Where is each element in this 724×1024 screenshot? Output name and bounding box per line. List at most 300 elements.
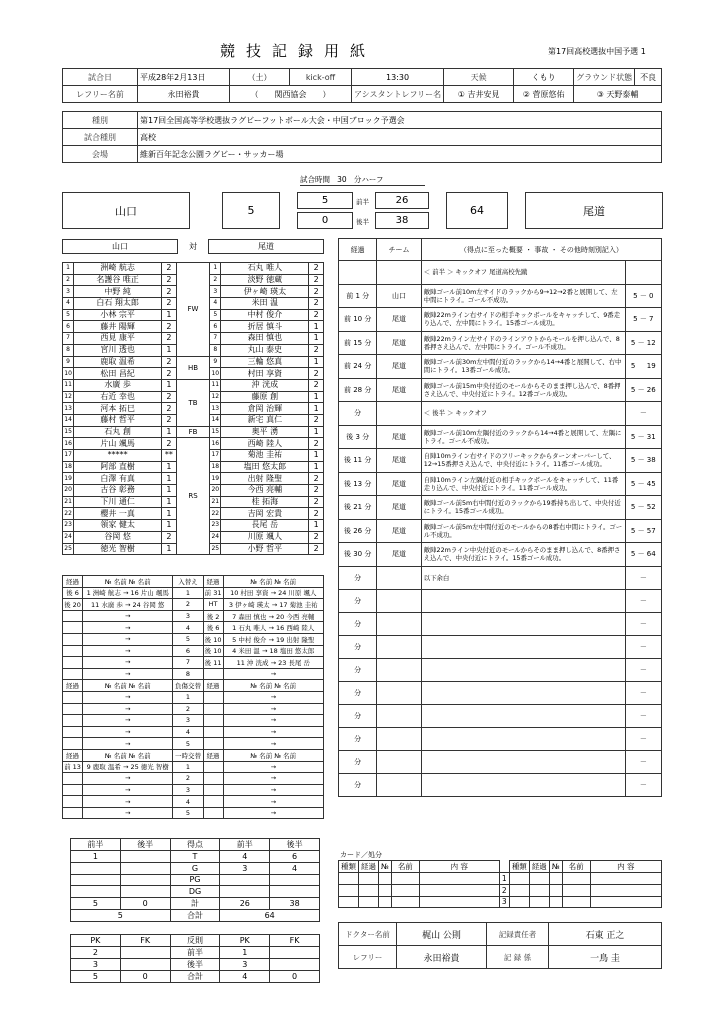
away-player-name: 塩田 悠太郎 [221, 461, 309, 473]
pk-cell: 5 [71, 971, 121, 983]
subs-time-header: 経過 [63, 749, 83, 761]
home-player-no: 2 [63, 274, 74, 286]
subs-left-entry: → [83, 610, 173, 622]
home-player-name: 宮川 透也 [74, 344, 162, 356]
progress-team: 山口 [377, 284, 421, 308]
roster-row [63, 426, 324, 438]
signature-table [338, 922, 662, 969]
away-player-name: 石丸 唯人 [221, 263, 309, 275]
subs-right-header: № 名前 № 名前 [223, 576, 323, 588]
subs-left-time: 後 20 [63, 599, 83, 611]
breakdown-cell: G [170, 862, 220, 874]
roster-row [63, 438, 324, 450]
away-player-name: 川原 颯人 [221, 531, 309, 543]
progress-time: 分 [339, 589, 377, 612]
subs-left-header: № 名前 № 名前 [83, 576, 173, 588]
subs-left-entry: → [83, 622, 173, 634]
away-player-no: 2 [210, 274, 221, 286]
subs-right-entry: 4 米田 温 → 18 塩田 悠太郎 [223, 645, 323, 657]
home-player-no: 10 [63, 368, 74, 380]
page-info: 第17回高校選抜中国予選 1 [548, 47, 646, 56]
home-total: 5 [222, 192, 280, 229]
progress-time: 分 [339, 704, 377, 727]
home-player-name: 水廣 歩 [74, 379, 162, 391]
away-player-name: 新宅 真仁 [221, 414, 309, 426]
away-total: 64 [446, 192, 508, 229]
subs-number: 3 [173, 784, 203, 796]
away-team-box: 尾道 [525, 192, 663, 229]
subs-right-entry: 3 伊ヶ崎 瑛太 → 17 菊池 圭祐 [223, 599, 323, 611]
subs-right-time [203, 773, 223, 785]
away-player-no: 12 [210, 391, 221, 403]
progress-row [339, 284, 662, 308]
home-player-grade: 1 [162, 344, 177, 356]
subs-row [63, 645, 324, 657]
subs-left-entry: → [83, 738, 173, 750]
clerk-label: 記 録 係 [487, 946, 549, 969]
subs-time-header: 経過 [63, 576, 83, 588]
substitutions-table [62, 575, 324, 819]
breakdown-cell: 4 [220, 851, 270, 863]
subs-row [63, 703, 324, 715]
subs-left-time [63, 645, 83, 657]
cards-table [338, 860, 662, 908]
away-first-half: 26 [375, 192, 429, 209]
progress-desc: 敵陣ゴール前10m左サイドのラックから9→12→2番と展開して、左中間にトライ。ゴール不成功。 [421, 284, 625, 308]
subs-row [63, 622, 324, 634]
progress-time: 分 [339, 773, 377, 796]
subs-right-entry: → [223, 761, 323, 773]
subs-row [63, 761, 324, 773]
away-player-name: 倉岡 治輝 [221, 403, 309, 415]
progress-time-header: 経過 [339, 239, 377, 261]
away-player-grade: 2 [309, 379, 324, 391]
breakdown-cell: 1 [71, 851, 121, 863]
subs-right-time: HT [203, 599, 223, 611]
pk-header: FK [270, 935, 320, 947]
page-title: 競技記録用紙 [220, 42, 377, 60]
subs-number: 3 [173, 715, 203, 727]
progress-score: 5 － 7 [625, 308, 661, 332]
home-player-no: 25 [63, 543, 74, 555]
away-player-no: 11 [210, 379, 221, 391]
referee-label: レフリー名前 [63, 86, 138, 103]
subs-right-time [203, 715, 223, 727]
pk-cell: 3 [71, 959, 121, 971]
away-player-name: 出射 隆聖 [221, 473, 309, 485]
breakdown-cell: 6 [270, 851, 320, 863]
breakdown-cell: DG [170, 886, 220, 898]
progress-score: 5 － 12 [625, 331, 661, 355]
home-player-grade: 1 [162, 543, 177, 555]
breakdown-cell: 0 [120, 898, 170, 910]
subs-number: 2 [173, 599, 203, 611]
progress-desc: 敵陣ゴール前10m左隅付近のラックから14→4番と展開して、左隅にトライ。ゴール不成功。 [421, 425, 625, 449]
subs-number: 1 [173, 691, 203, 703]
home-player-name: 谷岡 悠 [74, 531, 162, 543]
subs-right-time [203, 703, 223, 715]
home-player-no: 17 [63, 450, 74, 462]
progress-team: 尾道 [377, 378, 421, 402]
pk-header: FK [120, 935, 170, 947]
subs-right-time: 前 31 [203, 587, 223, 599]
subs-right-entry: 1 石丸 唯人 → 16 西崎 陸人 [223, 622, 323, 634]
subs-time-header: 経過 [203, 680, 223, 692]
breakdown-away-total: 64 [220, 910, 320, 922]
away-player-name: 中村 俊介 [221, 309, 309, 321]
breakdown-cell [270, 874, 320, 886]
progress-score: － [625, 704, 661, 727]
roster-row [63, 263, 324, 275]
away-player-no: 22 [210, 508, 221, 520]
subs-left-time [63, 633, 83, 645]
progress-score: 5 － 31 [625, 425, 661, 449]
ar1-value: ① 吉井安見 [444, 86, 514, 103]
subs-left-time [63, 796, 83, 808]
subs-left-time [63, 784, 83, 796]
progress-score: － [625, 612, 661, 635]
subs-left-entry: → [83, 726, 173, 738]
association-value: （ 関西協会 ） [230, 86, 352, 103]
subs-left-time [63, 726, 83, 738]
subs-row [63, 738, 324, 750]
progress-desc: 敵陣22mライン右サイドの相手キックボールをキャッチして、9番走り込んで、左中間にトライ。15番ゴール成功。 [421, 308, 625, 332]
progress-score: － [625, 566, 661, 589]
progress-team: 尾道 [377, 425, 421, 449]
subs-right-entry: 11 沖 洸成 → 23 長尾 岳 [223, 657, 323, 669]
home-player-grade: 1 [162, 309, 177, 321]
breakdown-cell [120, 886, 170, 898]
subs-left-time [63, 703, 83, 715]
progress-team: 尾道 [377, 331, 421, 355]
type-label: 種別 [63, 112, 138, 129]
progress-score: 5 － 26 [625, 378, 661, 402]
progress-time: 分 [339, 635, 377, 658]
away-player-grade: 2 [309, 298, 324, 310]
breakdown-cell [120, 851, 170, 863]
progress-desc [421, 612, 625, 635]
progress-time [339, 261, 377, 285]
subs-header-row [63, 576, 324, 588]
progress-team [377, 773, 421, 796]
breakdown-header: 後半 [120, 839, 170, 851]
away-player-grade: 2 [309, 485, 324, 497]
home-player-no: 18 [63, 461, 74, 473]
away-player-grade: 2 [309, 368, 324, 380]
home-player-no: 6 [63, 321, 74, 333]
home-player-grade: 2 [162, 274, 177, 286]
home-player-grade: 2 [162, 356, 177, 368]
pk-cell: 0 [120, 971, 170, 983]
position-label: RS [176, 438, 210, 555]
progress-row [339, 261, 662, 285]
pk-cell: 2 [71, 947, 121, 959]
date-value: 平成28年2月13日 [138, 69, 230, 86]
progress-desc [421, 635, 625, 658]
home-player-grade: 2 [162, 391, 177, 403]
subs-left-header: № 名前 № 名前 [83, 680, 173, 692]
subs-type-header: 入替え [173, 576, 203, 588]
away-player-name: 森田 慎也 [221, 333, 309, 345]
progress-score: － [625, 635, 661, 658]
away-player-no: 4 [210, 298, 221, 310]
breakdown-cell: PG [170, 874, 220, 886]
away-player-name: 菊池 圭祐 [221, 450, 309, 462]
roster-table [62, 262, 324, 555]
subs-left-entry: → [83, 807, 173, 819]
subs-number: 5 [173, 633, 203, 645]
breakdown-total-label: 合計 [170, 910, 220, 922]
subs-number: 8 [173, 668, 203, 680]
away-player-no: 17 [210, 450, 221, 462]
home-player-grade: 1 [162, 461, 177, 473]
away-player-grade: 2 [309, 263, 324, 275]
subs-right-time: 後 2 [203, 610, 223, 622]
home-player-no: 11 [63, 379, 74, 391]
away-player-no: 13 [210, 403, 221, 415]
breakdown-header: 前半 [220, 839, 270, 851]
progress-team: 尾道 [377, 472, 421, 496]
home-player-no: 19 [63, 473, 74, 485]
away-player-no: 23 [210, 520, 221, 532]
progress-row [339, 519, 662, 543]
second-half-label: 後半 [356, 218, 369, 226]
away-player-grade: 2 [309, 531, 324, 543]
subs-right-time [203, 738, 223, 750]
home-player-no: 14 [63, 414, 74, 426]
progress-team [377, 566, 421, 589]
doctor-label: ドクター名前 [339, 923, 397, 946]
home-player-grade: 1 [162, 379, 177, 391]
subs-left-entry: 9 鹿取 温希 → 25 徳光 智樹 [83, 761, 173, 773]
date-label: 試合日 [63, 69, 138, 86]
roster-away-team: 尾道 [208, 239, 324, 254]
pk-cell: 前半 [170, 947, 220, 959]
progress-time: 分 [339, 727, 377, 750]
subs-left-time [63, 773, 83, 785]
subs-left-entry: → [83, 715, 173, 727]
ground-label: グラウンド状態 [574, 69, 635, 86]
progress-team [377, 635, 421, 658]
progress-team [377, 402, 421, 426]
progress-row [339, 449, 662, 473]
home-player-no: 1 [63, 263, 74, 275]
ground-value: 不良 [635, 69, 662, 86]
progress-desc: 敵陣ゴール前5m右中間付近のラックから19番持ち出して、中央付近にトライ。15番ゴール成功。 [421, 496, 625, 520]
away-player-name: 長尾 岳 [221, 520, 309, 532]
home-player-name: 洲崎 航志 [74, 263, 162, 275]
subs-number: 5 [173, 738, 203, 750]
ar2-value: ② 菅原悠佑 [514, 86, 574, 103]
card-row-3: 3 [499, 896, 509, 908]
subs-left-time [63, 738, 83, 750]
progress-desc-header: （得点に至った概要 ・ 事故 ・ その他時刻別記入） [421, 239, 661, 261]
away-player-no: 1 [210, 263, 221, 275]
kickoff-value: 13:30 [352, 69, 444, 86]
card-no-header: № [379, 861, 392, 873]
subs-number: 3 [173, 610, 203, 622]
penalty-table [70, 934, 320, 983]
pk-cell [120, 947, 170, 959]
subs-right-time [203, 807, 223, 819]
away-player-grade: 1 [309, 391, 324, 403]
pk-cell: 0 [270, 971, 320, 983]
breakdown-header: 得点 [170, 839, 220, 851]
weekday-value: （土） [230, 69, 290, 86]
progress-desc [421, 681, 625, 704]
subs-row [63, 691, 324, 703]
progress-time: 前 15 分 [339, 331, 377, 355]
away-player-name: 吉岡 宏貴 [221, 508, 309, 520]
away-player-grade: 1 [309, 461, 324, 473]
away-player-grade: 2 [309, 344, 324, 356]
subs-time-header: 経過 [63, 680, 83, 692]
home-player-name: 河本 拓巳 [74, 403, 162, 415]
subs-right-entry: → [223, 715, 323, 727]
away-player-name: 村田 享資 [221, 368, 309, 380]
progress-desc [421, 658, 625, 681]
progress-row [339, 566, 662, 589]
match-info-table [62, 68, 662, 103]
progress-time: 分 [339, 658, 377, 681]
home-player-name: 小林 宗平 [74, 309, 162, 321]
progress-desc: 自陣10mライン左隅付近の相手キックボールをキャッチして、11番走り込んで、中央付近にトライ。11番ゴール成功。 [421, 472, 625, 496]
home-player-name: 領家 健太 [74, 520, 162, 532]
home-player-name: 藤村 哲平 [74, 414, 162, 426]
progress-table [338, 238, 662, 797]
subs-right-time [203, 726, 223, 738]
away-player-name: 伊ヶ崎 瑛太 [221, 286, 309, 298]
subs-left-entry: → [83, 633, 173, 645]
subs-number: 4 [173, 622, 203, 634]
pk-header: 反則 [170, 935, 220, 947]
progress-row [339, 378, 662, 402]
progress-score: － [625, 773, 661, 796]
progress-row [339, 727, 662, 750]
away-player-grade: 1 [309, 356, 324, 368]
breakdown-cell: 38 [270, 898, 320, 910]
subs-left-entry: → [83, 773, 173, 785]
subs-number: 2 [173, 773, 203, 785]
pk-cell [120, 959, 170, 971]
progress-desc: 敵陣22mライン左サイドのラインアウトからモールを押し込んで、8番押さえ込んで、左中間にトライ。ゴール不成功。 [421, 331, 625, 355]
card-row-2: 2 [499, 884, 509, 896]
away-player-grade: 1 [309, 450, 324, 462]
progress-team: 尾道 [377, 449, 421, 473]
roster-home-team: 山口 [62, 239, 178, 254]
progress-team: 尾道 [377, 543, 421, 567]
home-player-grade: 1 [162, 496, 177, 508]
away-player-name: 淡野 徳蔵 [221, 274, 309, 286]
subs-right-time [203, 691, 223, 703]
clerk-value: 一鳥 圭 [549, 946, 662, 969]
progress-team [377, 612, 421, 635]
home-player-name: 下川 通仁 [74, 496, 162, 508]
card-content-header-2: 内 容 [590, 861, 661, 873]
subs-right-header: № 名前 № 名前 [223, 680, 323, 692]
progress-row [339, 402, 662, 426]
card-type-header: 種類 [339, 861, 359, 873]
away-player-grade: 2 [309, 508, 324, 520]
subs-right-header: № 名前 № 名前 [223, 749, 323, 761]
progress-score: － [625, 727, 661, 750]
progress-team-header: チーム [377, 239, 421, 261]
progress-team [377, 681, 421, 704]
progress-desc: 敵陣ゴール前30m左中間付近のラックから14→4番と展開して、右中間にトライ。13番ゴール成功。 [421, 355, 625, 379]
breakdown-cell: 3 [220, 862, 270, 874]
progress-row [339, 496, 662, 520]
progress-desc [421, 727, 625, 750]
home-player-name: 櫻井 一真 [74, 508, 162, 520]
subs-number: 1 [173, 587, 203, 599]
home-player-grade: 2 [162, 298, 177, 310]
subs-right-entry: 5 中村 俊介 → 19 出射 隆聖 [223, 633, 323, 645]
position-label: HB [176, 356, 210, 379]
progress-desc [421, 589, 625, 612]
card-time-header-2: 経過 [529, 861, 549, 873]
away-player-name: 三輪 悠真 [221, 356, 309, 368]
subs-row [63, 599, 324, 611]
pk-cell [270, 959, 320, 971]
progress-team [377, 261, 421, 285]
progress-score: 5 19 [625, 355, 661, 379]
home-player-grade: 2 [162, 286, 177, 298]
progress-desc: 自陣10mライン右サイドのフリーキックからターンオーバーして、12→15番押さえ込んで、中央付近にトライ。11番ゴール成功。 [421, 449, 625, 473]
subs-number: 2 [173, 703, 203, 715]
breakdown-cell [270, 886, 320, 898]
away-player-grade: 1 [309, 333, 324, 345]
away-player-grade: 2 [309, 543, 324, 555]
home-player-grade: 2 [162, 368, 177, 380]
subs-right-entry: → [223, 691, 323, 703]
breakdown-cell: 5 [71, 898, 121, 910]
subs-right-entry: → [223, 784, 323, 796]
home-first-half: 5 [297, 192, 353, 209]
home-player-grade: 2 [162, 263, 177, 275]
subs-left-time [63, 610, 83, 622]
progress-desc: 敵陣ゴール前5m左中間付近のモールからの8番右中間にトライ。ゴール不成功。 [421, 519, 625, 543]
away-player-no: 8 [210, 344, 221, 356]
pk-cell: 合計 [170, 971, 220, 983]
subs-time-header: 経過 [203, 749, 223, 761]
recorder-label: 記録責任者 [487, 923, 549, 946]
home-player-grade: 2 [162, 414, 177, 426]
venue-value: 維新百年記念公園ラグビー・サッカー場 [138, 146, 662, 163]
progress-time: 前 1 分 [339, 284, 377, 308]
home-player-name: 中野 純 [74, 286, 162, 298]
away-player-no: 18 [210, 461, 221, 473]
progress-row [339, 308, 662, 332]
category-value: 高校 [138, 129, 662, 146]
pk-cell [270, 947, 320, 959]
progress-score: 5 － 57 [625, 519, 661, 543]
subs-left-entry: → [83, 691, 173, 703]
position-label: TB [176, 379, 210, 426]
home-player-no: 20 [63, 485, 74, 497]
subs-number: 5 [173, 807, 203, 819]
progress-score [625, 261, 661, 285]
card-no-header-2: № [549, 861, 562, 873]
progress-time: 分 [339, 402, 377, 426]
breakdown-cell [120, 874, 170, 886]
progress-time: 後 30 分 [339, 543, 377, 567]
progress-team [377, 727, 421, 750]
away-player-name: 西崎 陸人 [221, 438, 309, 450]
subs-right-entry: → [223, 807, 323, 819]
away-player-no: 25 [210, 543, 221, 555]
home-player-no: 12 [63, 391, 74, 403]
away-player-grade: 2 [309, 286, 324, 298]
